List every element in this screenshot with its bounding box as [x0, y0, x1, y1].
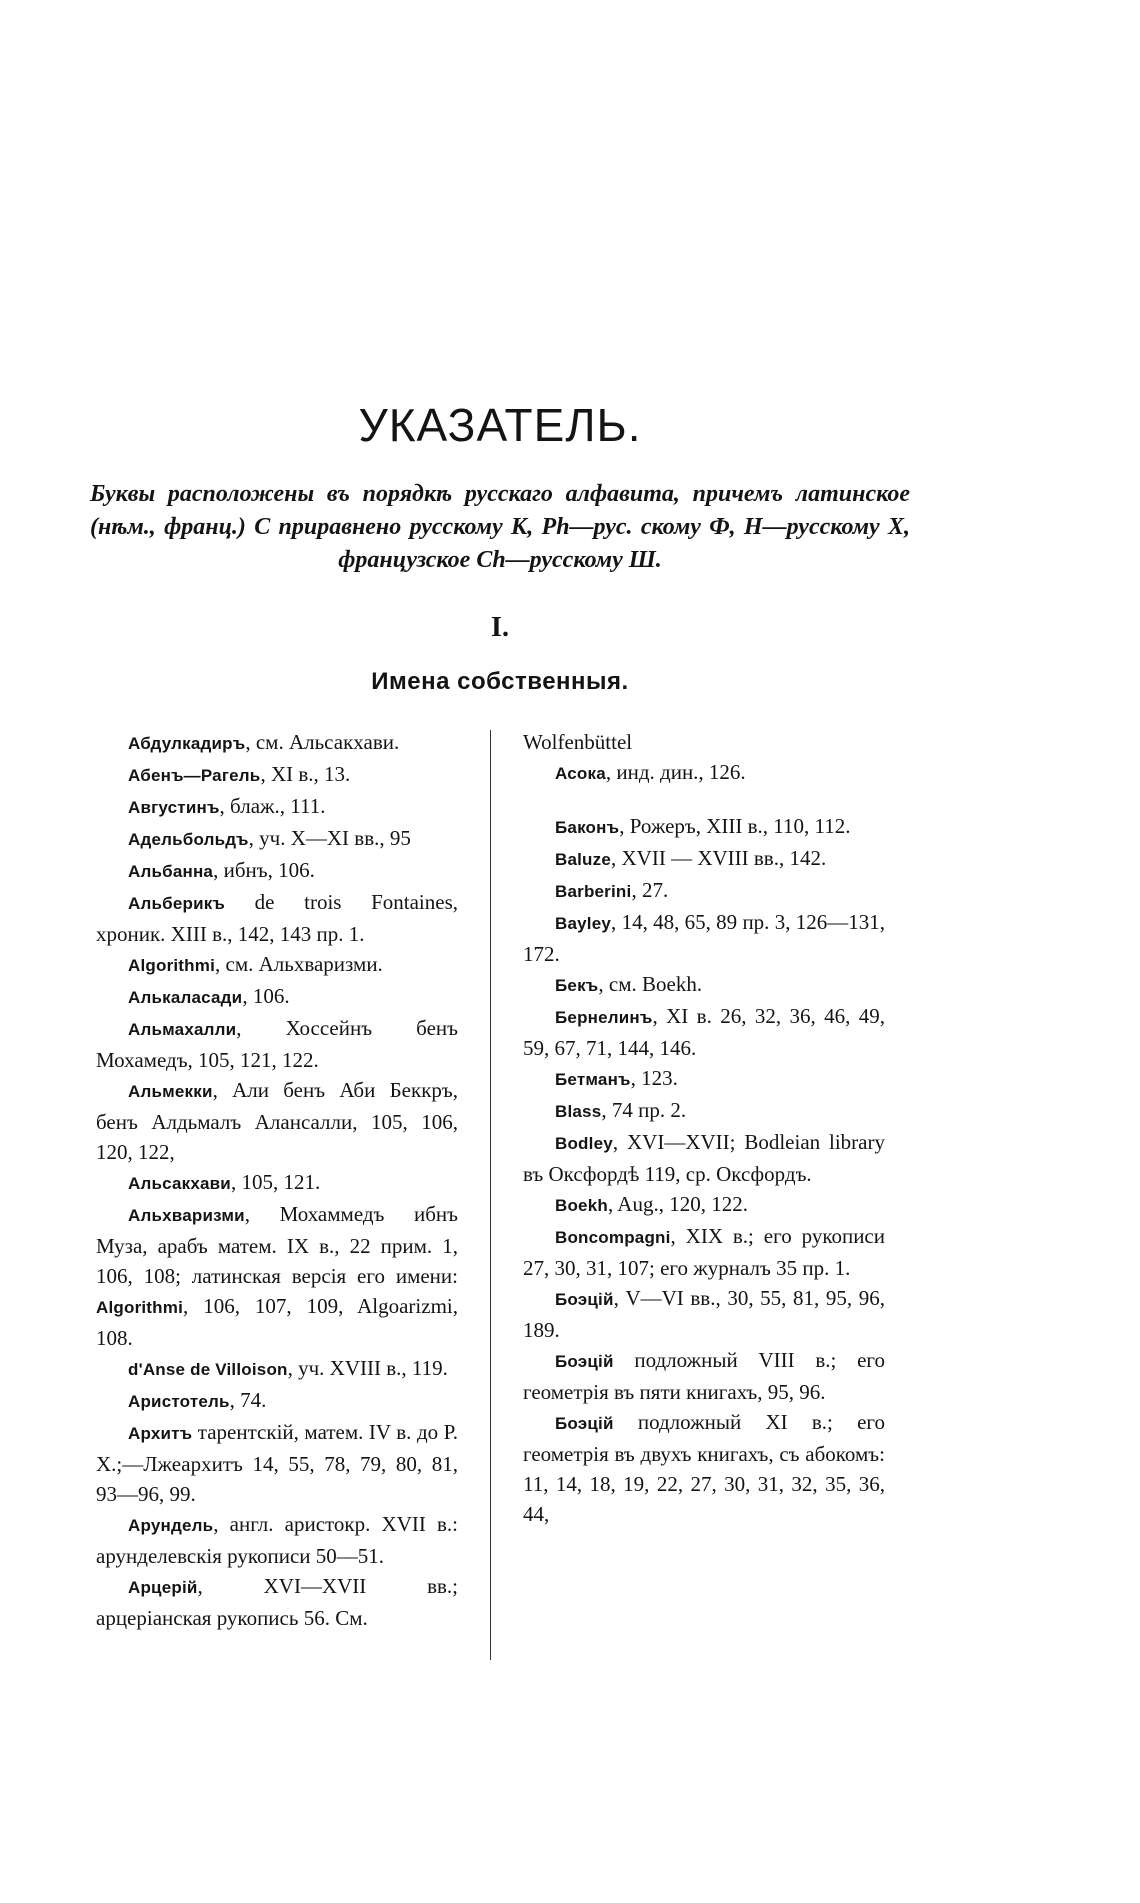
- entry-headword: Альмекки: [128, 1082, 213, 1101]
- index-entry: [523, 875, 885, 907]
- section-number: I.: [491, 612, 509, 643]
- entry-headword: Algorithmi: [128, 956, 215, 975]
- index-entry: [96, 727, 458, 759]
- entry-headword: Альмахалли: [128, 1020, 237, 1039]
- entry-text: , см. Альхваризми.: [215, 952, 383, 976]
- entry-text: , 74 пр. 2.: [601, 1098, 687, 1122]
- index-column-left: [96, 727, 458, 1633]
- entry-text: тарентскій, матем. IV в. до Р. X.;—Лжеархитъ 14, 55, 78, 79, 80, 81, 93—96, 99.: [96, 1420, 458, 1506]
- entry-headword: Баконъ: [555, 818, 620, 837]
- entry-text: подложный VIII в.; его геометрія въ пяти книгахъ, 95, 96.: [523, 1348, 885, 1404]
- index-entry: [96, 759, 458, 791]
- entry-text: , уч. X—XI вв., 95: [248, 826, 411, 850]
- index-entry: [96, 949, 458, 981]
- entry-text: , V—VI вв., 30, 55, 81, 95, 96, 189.: [523, 1286, 885, 1342]
- entry-headword: Асока: [555, 764, 606, 783]
- entry-text: , уч. XVIII в., 119.: [287, 1356, 448, 1380]
- entry-headword: Арцерій: [128, 1578, 198, 1597]
- entry-text: , 105, 121.: [230, 1170, 321, 1194]
- entry-text: , Aug., 120, 122.: [607, 1192, 748, 1216]
- entry-headword: Арундель: [128, 1516, 214, 1535]
- index-entry: [96, 855, 458, 887]
- index-entry: [96, 1385, 458, 1417]
- entry-text: , XVII — XVIII вв., 142.: [611, 846, 827, 870]
- entry-text: , инд. дин., 126.: [605, 760, 746, 784]
- index-entry: [96, 981, 458, 1013]
- entry-text: de trois Fontaines, хроник. XIII в., 142, 143 пр. 1.: [96, 890, 458, 946]
- index-entry: [96, 887, 458, 949]
- intro-paragraph: Буквы расположены въ порядкѣ русскаго алфавита, причемъ латинское (нѣм., франц.) C приравнено русскому К, Ph—рус. скому Ф, H—русскому X, французское Ch—русскому Ш.: [90, 481, 910, 573]
- entry-text: , Хоссейнъ бенъ Мохамедъ, 105, 121, 122.: [96, 1016, 458, 1072]
- entry-headword: Адельбольдъ: [128, 830, 249, 849]
- index-entry: [96, 1199, 458, 1353]
- entry-headword: Аристотель: [128, 1392, 230, 1411]
- index-entry: [523, 1345, 885, 1407]
- entry-text: , XI в. 26, 32, 36, 46, 49, 59, 67, 71, 144, 146.: [523, 1004, 885, 1060]
- index-entry: [96, 1353, 458, 1385]
- index-entry: [523, 811, 885, 843]
- index-entry: [96, 1075, 458, 1167]
- entry-headword: Абенъ—Рагель: [128, 766, 261, 785]
- entry-headword: Бекъ: [555, 976, 599, 995]
- index-entry: [523, 1127, 885, 1189]
- entry-text: , ибнъ, 106.: [213, 858, 315, 882]
- index-entry: [96, 1509, 458, 1571]
- column-divider: [490, 730, 491, 1660]
- entry-headword: Абдулкадиръ: [128, 734, 246, 753]
- entry-headword: Baluze: [555, 850, 611, 869]
- entry-headword: Альсакхави: [128, 1174, 231, 1193]
- entry-text: , 14, 48, 65, 89 пр. 3, 126—131, 172.: [523, 910, 885, 966]
- entry-headword: Boncompagni: [555, 1228, 671, 1247]
- index-entry: [523, 757, 885, 789]
- index-entry: [96, 1571, 458, 1633]
- index-entry: [523, 1095, 885, 1127]
- entry-headword: Barberini: [555, 882, 632, 901]
- entry-text: , XI в., 13.: [260, 762, 351, 786]
- index-entry: [523, 1407, 885, 1529]
- continuation-text: Wolfenbüttel: [523, 730, 633, 754]
- entry-headword: Боэцій: [555, 1352, 614, 1371]
- entry-text: , XVI—XVII вв.; арцеріанская рукопись 56. См.: [96, 1574, 458, 1630]
- entry-text: , XIX в.; его рукописи 27, 30, 31, 107; его журналъ 35 пр. 1.: [523, 1224, 885, 1280]
- entry-headword: Боэцій: [555, 1414, 614, 1433]
- entry-headword: Blass: [555, 1102, 602, 1121]
- entry-text: , Али бенъ Аби Беккръ, бенъ Алдьмалъ Алансалли, 105, 106, 120, 122,: [96, 1078, 458, 1164]
- index-entry: [523, 1283, 885, 1345]
- index-entry: [523, 969, 885, 1001]
- entry-text: подложный XI в.; его геометрія въ двухъ книгахъ, съ абокомъ: 11, 14, 18, 19, 22, 27, 30, 31, 32, 35, 36, 44,: [523, 1410, 885, 1526]
- page-title: УКАЗАТЕЛЬ.: [358, 399, 642, 451]
- entry-text: , Рожеръ, XIII в., 110, 112.: [619, 814, 851, 838]
- entry-headword: Алькаласади: [128, 988, 243, 1007]
- index-entry: [523, 1221, 885, 1283]
- entry-headword: Бетманъ: [555, 1070, 631, 1089]
- section-title: Имена собственныя.: [371, 668, 629, 695]
- entry-headword: Августинъ: [128, 798, 220, 817]
- entry-headword: Bodley: [555, 1134, 613, 1153]
- entry-text: , см. Альсакхави.: [245, 730, 400, 754]
- entry-text: , 106.: [242, 984, 290, 1008]
- entry-headword: Альхваризми: [128, 1206, 245, 1225]
- entry-text: , 106, 107, 109, Algoarizmi, 108.: [96, 1294, 458, 1350]
- index-entry: [96, 823, 458, 855]
- index-entry: [96, 1417, 458, 1509]
- index-entry: [96, 1013, 458, 1075]
- entry-headword: Бернелинъ: [555, 1008, 653, 1027]
- entry-headword: Boekh: [555, 1196, 608, 1215]
- entry-text: , Мохаммедъ ибнъ Муза, арабъ матем. IX в., 22 прим. 1, 106, 108; латинская версія его имени:: [96, 1202, 458, 1288]
- entry-text: , 27.: [631, 878, 669, 902]
- index-entry: [523, 1189, 885, 1221]
- entry-headword: d'Anse de Villoison: [128, 1360, 288, 1379]
- entry-text: , 74.: [229, 1388, 267, 1412]
- entry-headword: Альберикъ: [128, 894, 226, 913]
- entry-text: , блаж., 111.: [219, 794, 326, 818]
- entry-text: , англ. аристокр. XVII в.: арунделевскія рукописи 50—51.: [96, 1512, 458, 1568]
- index-entry: [96, 1167, 458, 1199]
- entry-text: , XVI—XVII; Bodleian library въ Оксфордѣ 119, ср. Оксфордъ.: [523, 1130, 885, 1186]
- entry-headword: Bayley: [555, 914, 612, 933]
- entry-headword: Algorithmi: [96, 1298, 183, 1317]
- index-entry: [96, 791, 458, 823]
- index-column-right: [523, 727, 885, 1529]
- index-entry: [523, 907, 885, 969]
- entry-headword: Боэцій: [555, 1290, 614, 1309]
- entry-headword: Альбанна: [128, 862, 214, 881]
- index-entry: [523, 1063, 885, 1095]
- entry-text: , см. Boekh.: [598, 972, 703, 996]
- index-entry: [523, 843, 885, 875]
- index-entry: [523, 1001, 885, 1063]
- entry-text: , 123.: [630, 1066, 678, 1090]
- entry-headword: Архитъ: [128, 1424, 193, 1443]
